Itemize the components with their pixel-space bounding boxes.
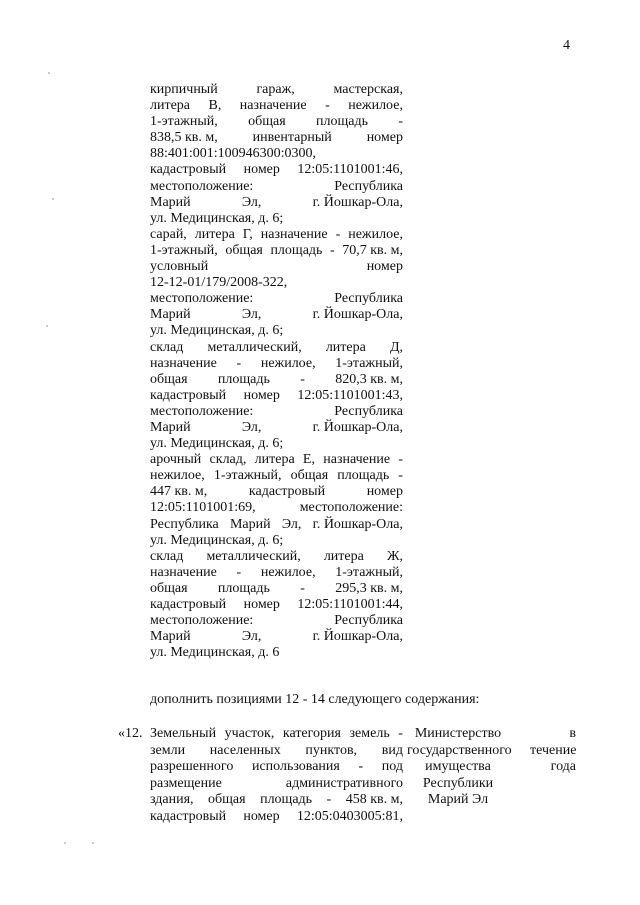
word: назначение xyxy=(150,355,217,371)
word: площадь xyxy=(260,792,313,807)
word: г. Йошкар-Ола, xyxy=(312,419,403,435)
text-line xyxy=(150,243,403,259)
word: номер xyxy=(366,259,403,275)
text-line: государственного xyxy=(407,742,512,758)
word: - xyxy=(358,759,364,774)
text-line xyxy=(150,323,403,339)
text-line xyxy=(150,307,403,323)
text-line xyxy=(150,613,403,629)
word: вид xyxy=(381,742,403,758)
word: кадастровый xyxy=(150,808,227,824)
word: под xyxy=(381,759,403,774)
word: В, xyxy=(208,98,222,114)
word: номер xyxy=(366,484,403,500)
text-line xyxy=(150,645,403,661)
word: нежилое, xyxy=(348,226,403,242)
word: - xyxy=(300,580,305,596)
word: 295,3 кв. м, xyxy=(335,580,403,596)
word: 1-этажный, xyxy=(335,355,403,371)
row-description xyxy=(150,726,403,825)
word: ул. Медицинская, д. 6; xyxy=(150,323,284,339)
text-line xyxy=(150,517,403,533)
word: литера xyxy=(325,339,366,355)
word: нежилое, xyxy=(260,355,316,371)
row-number: «12. xyxy=(118,726,143,741)
word: Г, xyxy=(242,226,253,242)
supplement-instruction: дополнить позициями 12 - 14 следующего содержания: xyxy=(150,692,480,707)
word: - xyxy=(329,242,335,258)
word: размещение xyxy=(150,775,222,791)
text-line: года xyxy=(550,759,576,774)
text-line xyxy=(150,726,403,743)
word: 447 кв. м, xyxy=(150,484,208,500)
text-line xyxy=(150,372,403,388)
row-term xyxy=(530,726,576,776)
word: литера xyxy=(194,226,235,242)
word: Эл, xyxy=(281,516,302,532)
text-line xyxy=(150,388,403,404)
word: местоположение: xyxy=(299,500,403,516)
word: 70,7 кв. м, xyxy=(342,242,403,258)
word: общая xyxy=(290,468,329,484)
word: назначение xyxy=(150,564,217,580)
word: 1-этажный, xyxy=(335,564,403,580)
word: 12:05:0403005:81, xyxy=(296,808,403,824)
text-line xyxy=(150,436,403,452)
word: номер xyxy=(243,808,280,824)
word: 12:05:1101001:46, xyxy=(297,162,403,178)
scan-speck xyxy=(48,72,50,74)
word: использования xyxy=(251,759,340,774)
word: Республика xyxy=(334,291,403,307)
word: инвентарный xyxy=(252,130,332,146)
word: номер xyxy=(243,162,280,178)
word: кадастровый xyxy=(150,387,227,403)
word: ул. Медицинская, д. 6; xyxy=(150,532,284,548)
word: здания, xyxy=(150,792,194,807)
scan-speck xyxy=(92,842,94,844)
word: земель xyxy=(349,726,390,741)
text-line xyxy=(150,82,403,98)
text-line xyxy=(150,162,403,178)
word: 12-12-01/179/2008-322, xyxy=(150,275,288,291)
word: площадь xyxy=(337,468,390,484)
text-line xyxy=(150,340,403,356)
word: Ж, xyxy=(386,548,403,564)
text-line xyxy=(150,211,403,227)
text-line xyxy=(150,565,403,581)
word: склад, xyxy=(209,452,247,468)
text-line xyxy=(150,146,403,162)
word: - xyxy=(300,371,305,387)
word: Марий xyxy=(150,194,191,210)
text-line xyxy=(150,809,403,826)
text-line xyxy=(150,404,403,420)
word: г. Йошкар-Ола, xyxy=(312,194,403,210)
word: площадь xyxy=(217,580,270,596)
word: общая xyxy=(208,792,246,807)
text-line xyxy=(150,98,403,114)
word: ул. Медицинская, д. 6; xyxy=(150,436,284,452)
word: ул. Медицинская, д. 6 xyxy=(150,645,280,661)
text-line xyxy=(150,500,403,516)
word: нежилое, xyxy=(150,468,205,484)
scan-speck xyxy=(64,842,66,844)
word: площадь xyxy=(217,371,270,387)
word: Республика xyxy=(334,403,403,419)
word: общая xyxy=(225,242,263,258)
word: арочный xyxy=(150,452,202,468)
word: литера xyxy=(323,548,364,564)
text-line xyxy=(150,468,403,484)
text-line: Министерство xyxy=(414,726,502,741)
text-line xyxy=(150,484,403,500)
text-line xyxy=(150,356,403,372)
word: разрешенного xyxy=(150,759,234,774)
word: 12:05:1101001:44, xyxy=(297,597,403,612)
word: Эл, xyxy=(241,629,262,645)
text-line xyxy=(150,114,403,130)
word: - xyxy=(325,98,330,114)
word: ул. Медицинская, д. 6; xyxy=(150,210,284,226)
text-line: в xyxy=(569,726,576,741)
word: местоположение: xyxy=(150,178,254,194)
word: - xyxy=(398,114,403,130)
word: земли xyxy=(150,742,186,758)
text-line: Республики xyxy=(422,775,494,791)
word: площадь xyxy=(270,242,323,258)
text-line xyxy=(150,130,403,146)
word: г. Йошкар-Ола, xyxy=(312,307,403,323)
word: мастерская, xyxy=(333,82,403,97)
text-line xyxy=(150,581,403,597)
word: Марий xyxy=(150,307,191,323)
text-line xyxy=(150,743,403,760)
word: - xyxy=(335,226,341,242)
word: 12:05:1101001:69, xyxy=(150,500,256,516)
word: Марий xyxy=(150,419,191,435)
text-line xyxy=(150,759,403,776)
word: населенных xyxy=(209,742,281,758)
text-line xyxy=(150,597,403,613)
word: нежилое, xyxy=(260,564,316,580)
word: Эл, xyxy=(241,194,262,210)
text-line xyxy=(150,195,403,211)
word: категория xyxy=(282,726,341,741)
word: - xyxy=(398,452,403,468)
word: Республика xyxy=(150,516,219,532)
word: общая xyxy=(150,371,188,387)
word: 88:401:001:100946300:0300, xyxy=(150,146,317,162)
word: - xyxy=(236,564,242,580)
word: кадастровый xyxy=(150,597,227,612)
text-line xyxy=(150,792,403,809)
word: Эл, xyxy=(241,419,262,435)
word: назначение xyxy=(323,452,391,468)
word: сарай, xyxy=(150,226,187,242)
word: кадастровый xyxy=(150,162,227,178)
word: пунктов, xyxy=(305,742,358,758)
word: назначение xyxy=(239,98,307,114)
word: металлический, xyxy=(206,548,301,564)
word: назначение xyxy=(260,226,328,242)
word: 458 кв. м, xyxy=(345,792,403,807)
word: местоположение: xyxy=(150,613,254,629)
word: условный xyxy=(150,259,209,275)
word: Д, xyxy=(389,339,403,355)
word: Земельный xyxy=(150,726,217,741)
text-line xyxy=(150,533,403,549)
word: участок, xyxy=(224,726,275,741)
text-line xyxy=(150,227,403,243)
word: Республика xyxy=(334,613,403,629)
word: кирпичный xyxy=(150,82,218,97)
text-line xyxy=(150,776,403,793)
word: - xyxy=(398,726,403,741)
word: номер xyxy=(366,130,403,146)
word: - xyxy=(236,355,242,371)
scan-speck xyxy=(52,198,54,200)
word: г. Йошкар-Ола, xyxy=(312,516,403,532)
word: Марий xyxy=(150,629,191,645)
text-line xyxy=(150,291,403,307)
word: - xyxy=(326,792,332,807)
word: гараж, xyxy=(256,82,295,97)
word: административного xyxy=(285,775,403,791)
word: 1-этажный, xyxy=(213,468,282,484)
word: Е, xyxy=(302,452,315,468)
word: Республика xyxy=(334,178,403,194)
word: г. Йошкар-Ола, xyxy=(312,629,403,645)
word: общая xyxy=(150,580,188,596)
text-line xyxy=(150,452,403,468)
word: местоположение: xyxy=(150,403,254,419)
word: 820,3 кв. м, xyxy=(335,371,403,387)
word: 1-этажный, xyxy=(150,114,218,130)
row-holder xyxy=(407,726,512,809)
word: 12:05:1101001:43, xyxy=(297,387,403,403)
word: металлический, xyxy=(207,339,302,355)
word: общая xyxy=(248,114,286,130)
word: Марий xyxy=(229,516,271,532)
page-number: 4 xyxy=(563,38,570,53)
word: литера xyxy=(150,98,191,114)
word: склад xyxy=(150,548,184,564)
text-line xyxy=(150,259,403,275)
word: кадастровый xyxy=(248,484,326,500)
text-line xyxy=(150,420,403,436)
property-description-block xyxy=(150,82,403,661)
word: - xyxy=(398,468,403,484)
word: местоположение: xyxy=(150,291,254,307)
word: 838,5 кв. м, xyxy=(150,130,218,146)
word: литера xyxy=(254,452,295,468)
text-line xyxy=(150,179,403,195)
text-line: течение xyxy=(530,742,577,758)
text-line xyxy=(150,549,403,565)
text-line xyxy=(150,629,403,645)
word: склад xyxy=(150,339,184,355)
word: 1-этажный, xyxy=(150,242,218,258)
text-line: имущества xyxy=(425,759,491,774)
text-line: Марий Эл xyxy=(427,792,489,807)
word: номер xyxy=(243,387,280,403)
text-line xyxy=(150,275,403,291)
word: номер xyxy=(243,597,280,612)
word: площадь xyxy=(316,114,368,130)
word: нежилое, xyxy=(348,98,403,114)
word: Эл, xyxy=(241,307,262,323)
scan-speck xyxy=(46,325,48,327)
